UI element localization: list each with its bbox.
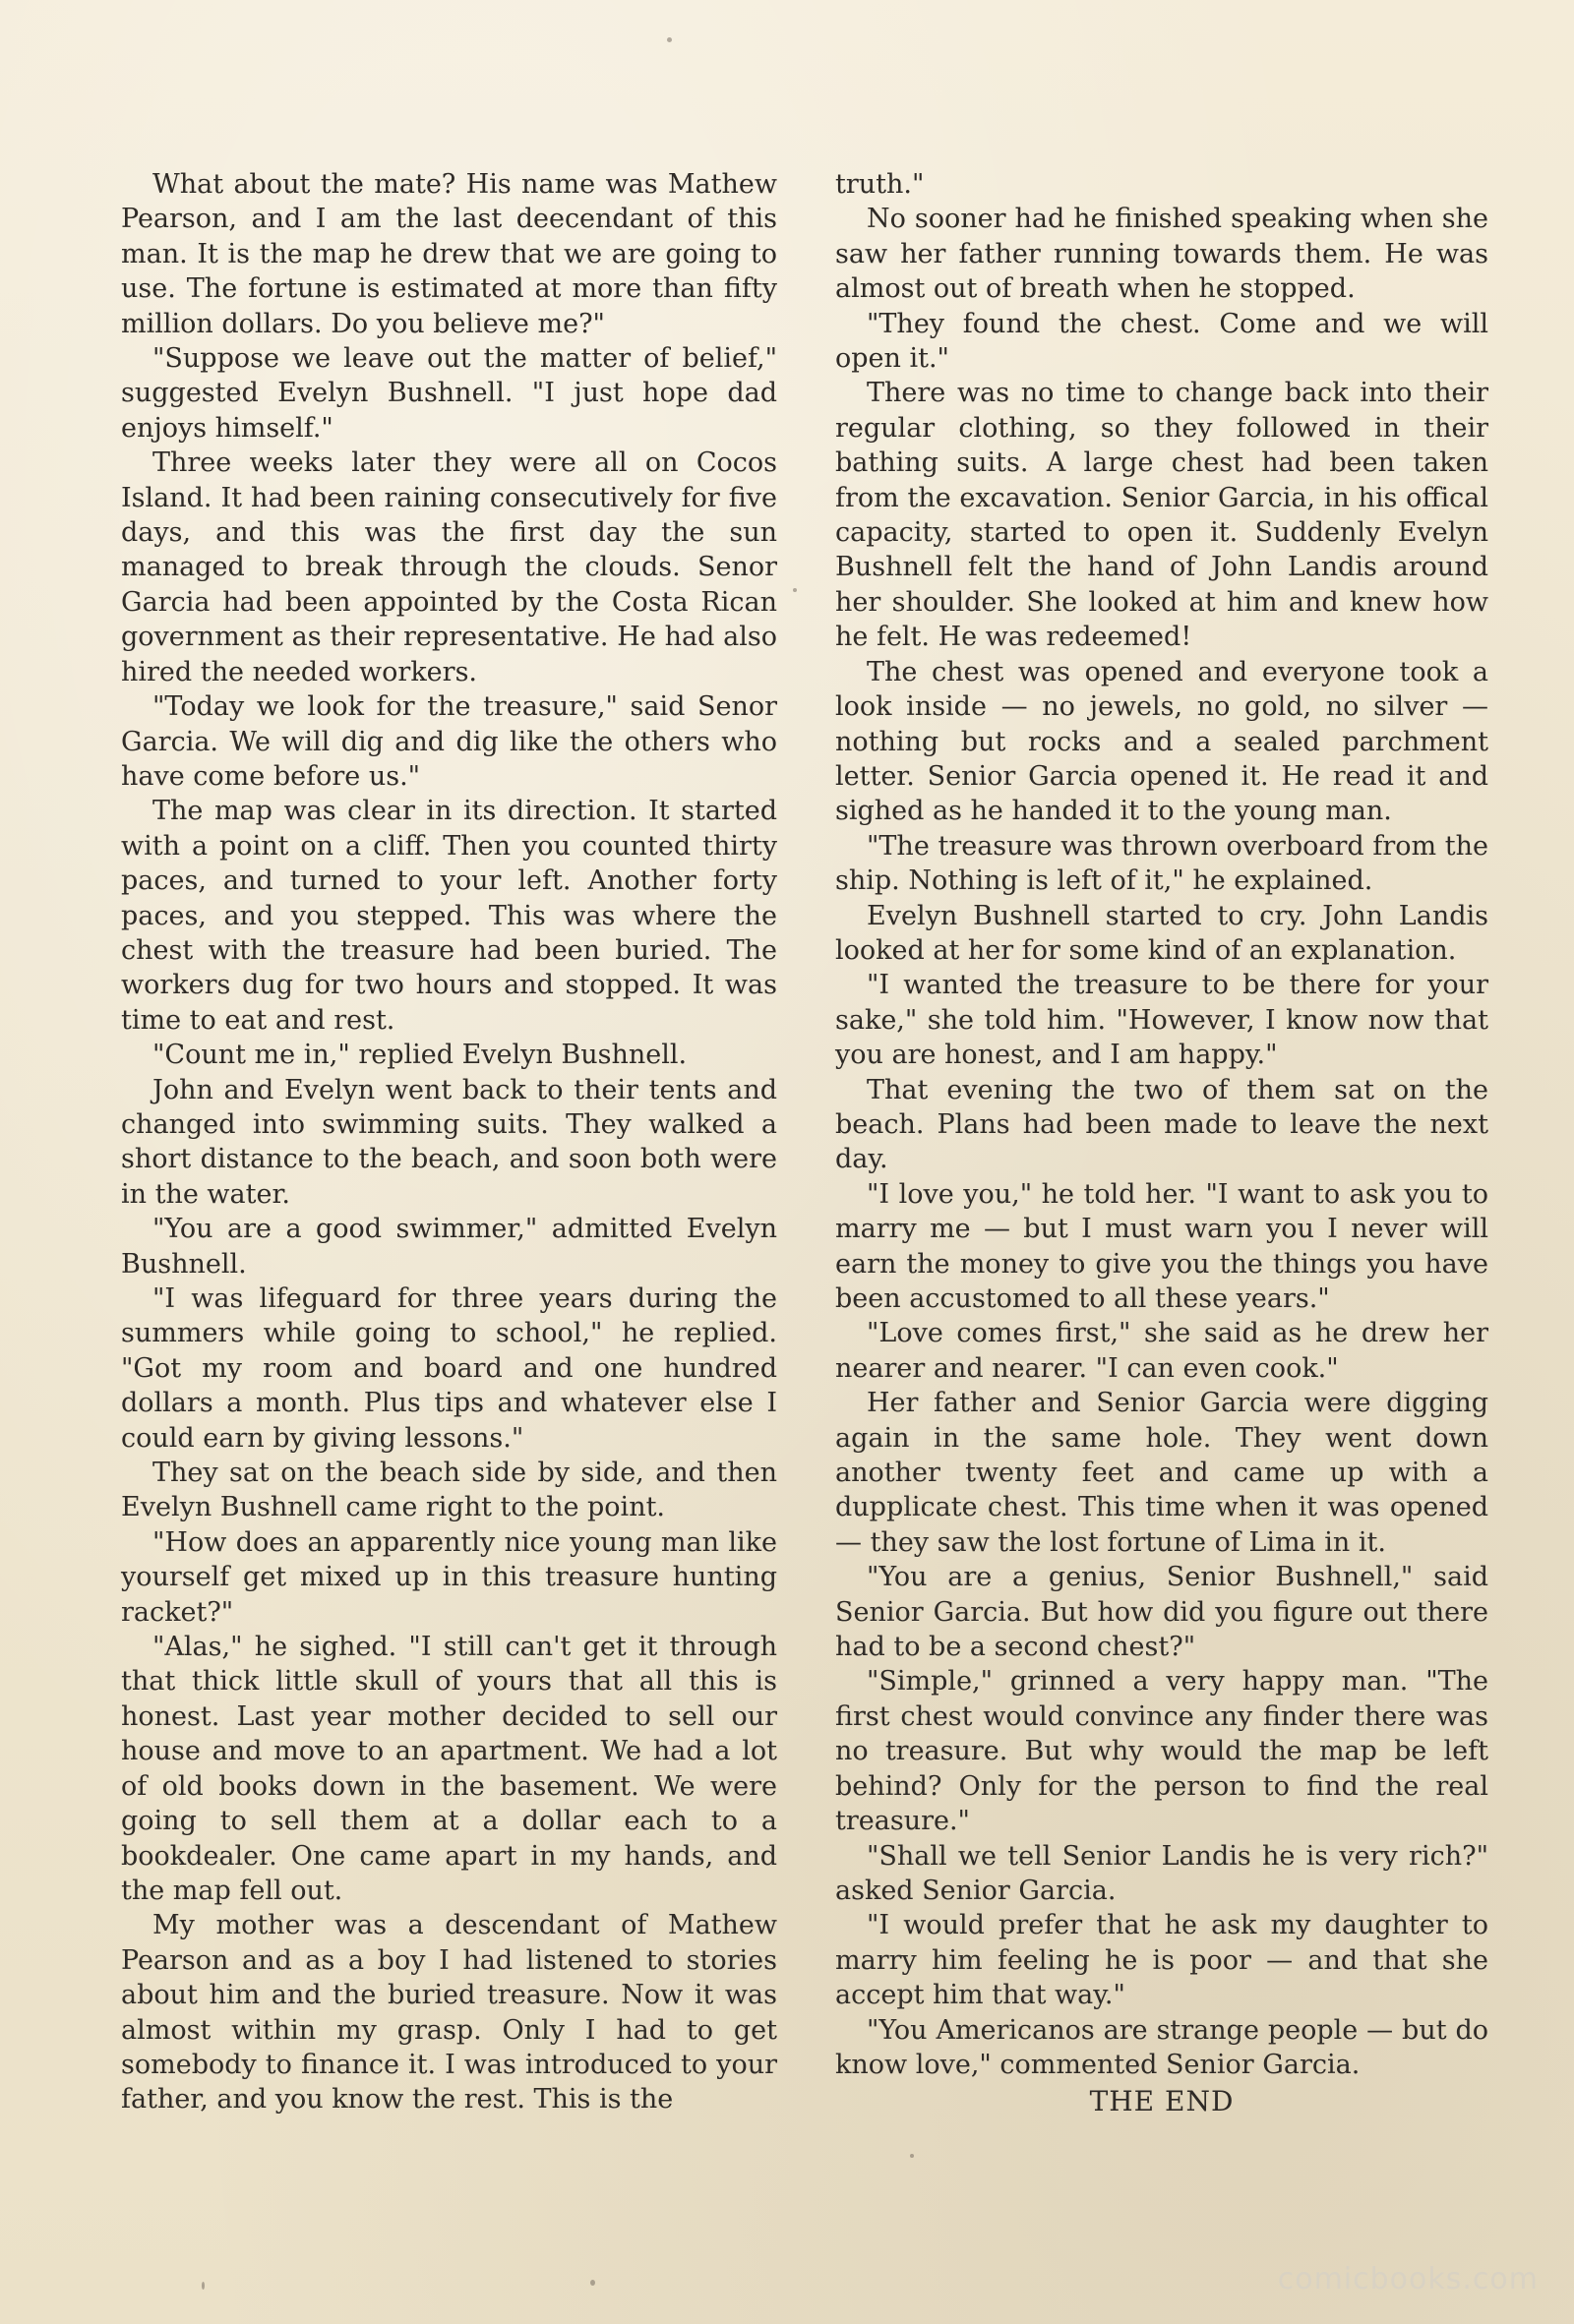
paragraph: "You are a genius, Senior Bushnell," said Senior Garcia. But how did you figure out there had to be a second chest?" <box>835 1562 1488 1663</box>
paragraph: Her father and Senior Garcia were digging again in the same hole. They went down another twenty feet and came up with a dupplicate chest. This time when it was opened — they saw the lost fortune of Lima in it. <box>835 1388 1488 1558</box>
paragraph: "Shall we tell Senior Landis he is very rich?" asked Senior Garcia. <box>835 1840 1488 1906</box>
paragraph: "I was lifeguard for three years during the summers while going to school," he replied. "Got my room and board and one hundred dollars a month. Plus tips and whatever else I could earn by giving lessons." <box>121 1283 777 1454</box>
paragraph: There was no time to change back into their regular clothing, so they followed in their bathing suits. A large chest had been taken from the excavation. Senior Garcia, in his offical capacity, started to open it. Suddenly Evelyn Bushnell felt the hand of John Landis around her shoulder. She looked at him and knew how he felt. He was redeemed! <box>835 378 1488 653</box>
paragraph: John and Evelyn went back to their tents and changed into swimming suits. They walked a short distance to the beach, and soon both were in the water. <box>121 1074 777 1210</box>
paragraph: "I would prefer that he ask my daughter to marry him feeling he is poor — and that she accept him that way." <box>835 1910 1488 2011</box>
paragraph: The chest was opened and everyone took a look inside — no jewels, no gold, no silver — nothing but rocks and a sealed parchment letter. Senior Garcia opened it. He read it and sighed as he handed it to the young man. <box>835 656 1488 827</box>
paragraph: The map was clear in its direction. It started with a point on a cliff. Then you counted thirty paces, and turned to your left. Another forty paces, and you stepped. This was where the chest with the treasure had been buried. The workers dug for two hours and stopped. It was time to eat and rest. <box>121 796 777 1036</box>
paper-speck <box>667 37 672 42</box>
paragraph: "Today we look for the treasure," said Senor Garcia. We will dig and dig like the others who have come before us." <box>121 691 777 792</box>
the-end-label: THE END <box>1089 2085 1235 2118</box>
paragraph: "They found the chest. Come and we will open it." <box>835 308 1488 375</box>
paragraph: "I wanted the treasure to be there for your sake," she told him. "However, I know now that you are honest, and I am happy." <box>835 970 1488 1071</box>
paper-speck <box>910 2154 914 2158</box>
paragraph: That evening the two of them sat on the beach. Plans had been made to leave the next day. <box>835 1074 1488 1175</box>
paragraph: "Count me in," replied Evelyn Bushnell. <box>152 1040 688 1071</box>
paragraph: "Alas," he sighed. "I still can't get it through that thick little skull of yours that all this is honest. Last year mother decided to sell our house and move to an apartment. We had a lot of old books down in the basement. We were going to sell them at a dollar each to a bookdealer. One came apart in my hands, and the map fell out. <box>121 1632 777 1906</box>
paragraph: "Simple," grinned a very happy man. "The first chest would convince any finder there was no treasure. But why would the map be left behind? Only for the person to find the real treasure." <box>835 1666 1488 1837</box>
paragraph: "Suppose we leave out the matter of belief," suggested Evelyn Bushnell. "I just hope dad enjoys himself." <box>121 343 777 444</box>
paragraph: Three weeks later they were all on Cocos Island. It had been raining consecutively for five days, and this was the first day the sun managed to break through the clouds. Senor Garcia had been appointed by the Costa Rican government as their representative. He had also hired the needed workers. <box>121 447 777 687</box>
paper-speck <box>793 588 797 592</box>
paragraph: truth." <box>835 169 925 200</box>
paper-speck <box>202 2282 205 2290</box>
paragraph: "How does an apparently nice young man like yourself get mixed up in this treasure hunting racket?" <box>121 1526 777 1628</box>
right-column <box>835 167 1488 2119</box>
paragraph: No sooner had he finished speaking when she saw her father running towards them. He was almost out of breath when he stopped. <box>835 204 1488 305</box>
watermark: comicbooks.com <box>1277 2262 1539 2296</box>
paragraph: Evelyn Bushnell started to cry. John Landis looked at her for some kind of an explanation. <box>835 900 1488 966</box>
paragraph: "You Americanos are strange people — but do know love," commented Senior Garcia. <box>835 2014 1488 2080</box>
paragraph: What about the mate? His name was Mathew Pearson, and I am the last deecendant of this man. It is the map he drew that we are going to use. The fortune is estimated at more than fifty million dollars. Do you believe me?" <box>121 169 777 339</box>
left-column <box>121 167 777 2117</box>
paragraph: "The treasure was thrown overboard from the ship. Nothing is left of it," he explained. <box>835 830 1488 897</box>
paragraph: "You are a good swimmer," admitted Evelyn Bushnell. <box>121 1214 777 1280</box>
paragraph: They sat on the beach side by side, and then Evelyn Bushnell came right to the point. <box>121 1458 777 1523</box>
paper-speck <box>590 2280 595 2286</box>
paragraph: "I love you," he told her. "I want to ask you to marry me — but I must warn you I never will earn the money to give you the things you have been accustomed to all these years." <box>835 1178 1488 1314</box>
paragraph: My mother was a descendant of Mathew Pearson and as a boy I had listened to stories about him and the buried treasure. Now it was almost within my grasp. Only I had to get somebody to finance it. I was introduced to your father, and you know the rest. This is the <box>121 1910 777 2115</box>
paragraph: "Love comes first," she said as he drew her nearer and nearer. "I can even cook." <box>835 1318 1488 1384</box>
